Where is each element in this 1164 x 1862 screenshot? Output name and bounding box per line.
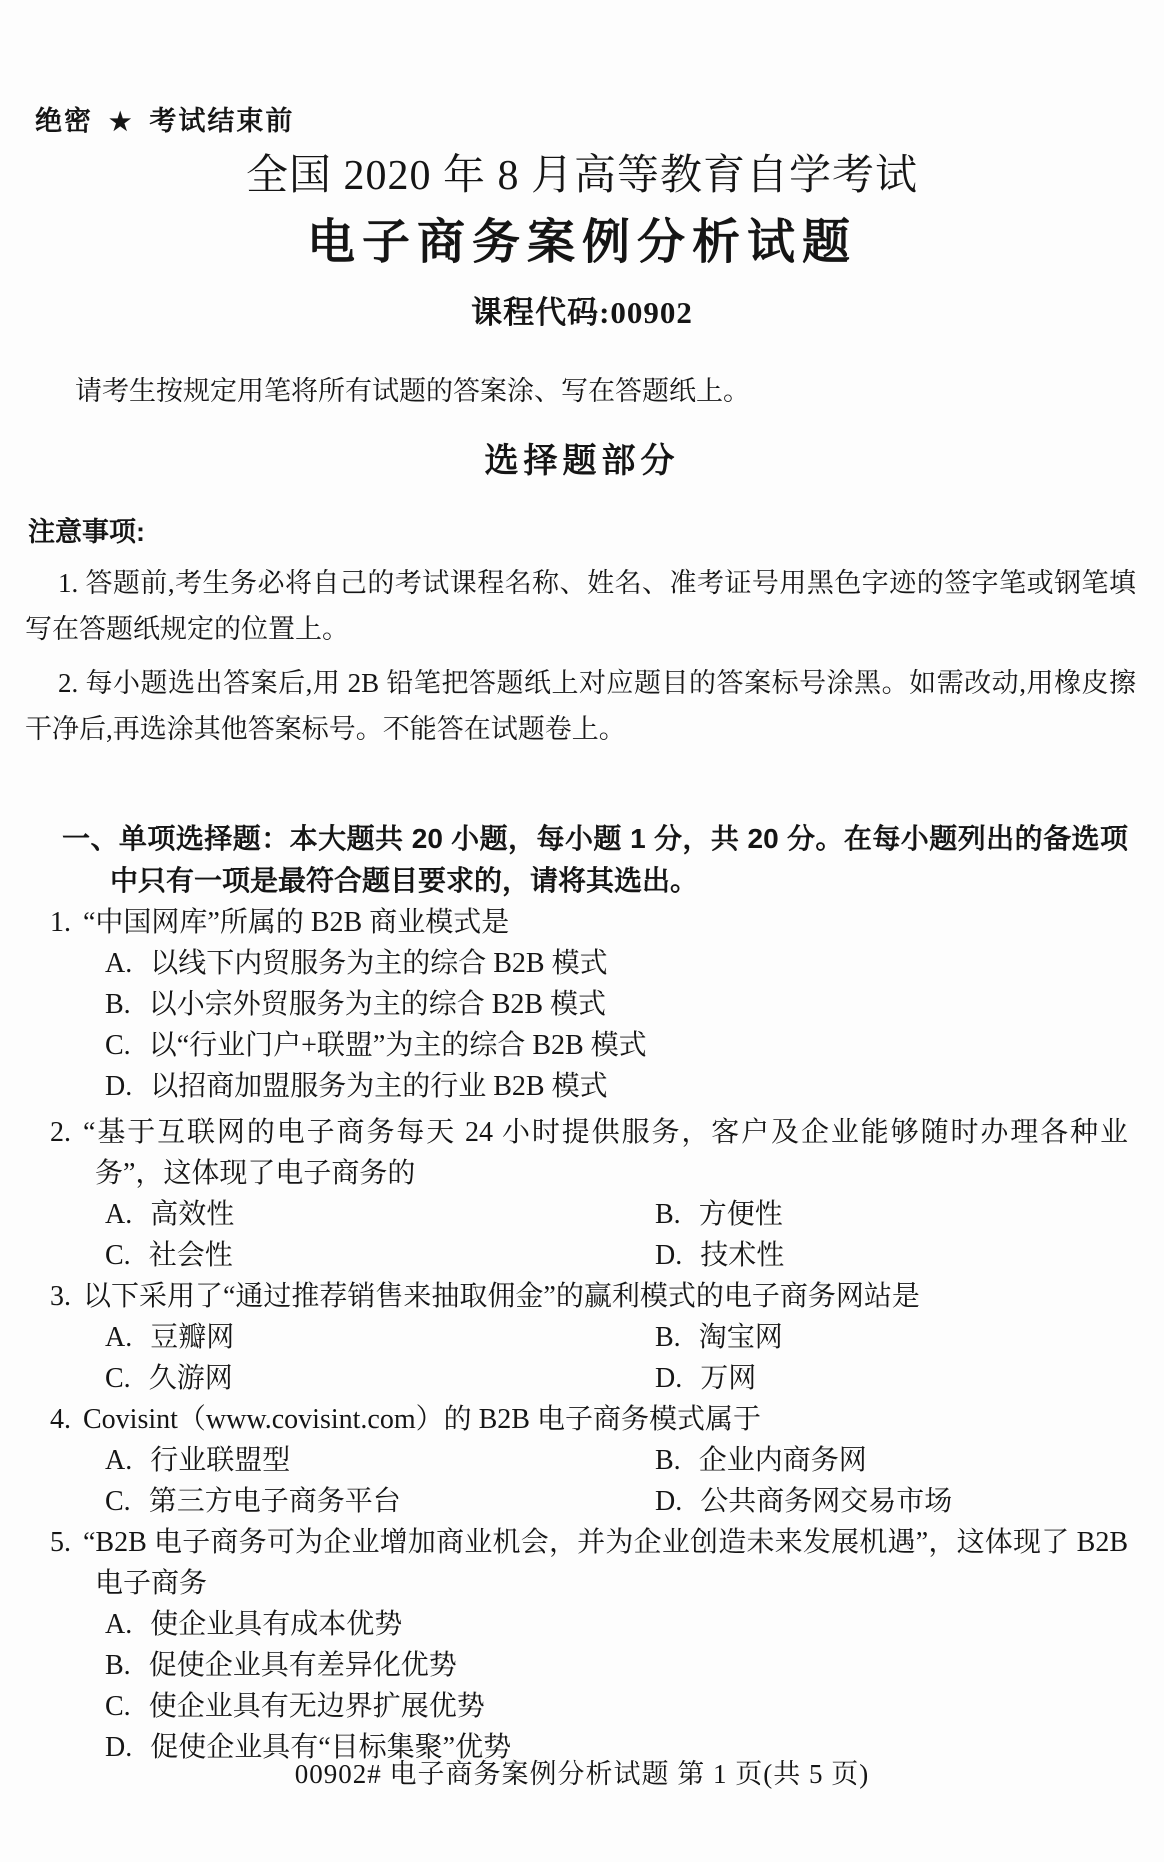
option (105, 1691, 485, 1722)
question-text: “中国网库”所属的 B2B 商业模式是 (83, 907, 510, 938)
option-row (105, 1194, 1128, 1235)
paper-title: 电子商务案例分析试题 (306, 216, 857, 269)
option-text: 以小宗外贸服务为主的综合 B2B 模式 (148, 989, 607, 1020)
questions (50, 902, 1128, 1768)
option-row (105, 1025, 1128, 1066)
option-label: B. (105, 1650, 131, 1681)
option-text: 促使企业具有“目标集聚”优势 (150, 1732, 512, 1763)
multiple-choice-part-title: 选择题部分 (484, 442, 680, 480)
question (50, 1399, 1128, 1522)
notice-title: 注意事项: (28, 517, 145, 547)
section-heading: 一、单项选择题：本大题共 20 小题，每小题 1 分，共 20 分。在每小题列出的备选项中只有一项是最符合题目要求的，请将其选出。 (62, 823, 1128, 896)
notice-item: 1. 答题前,考生务必将自己的考试课程名称、姓名、准考证号用黑色字迹的签字笔或钢笔填写在答题纸规定的位置上。 (25, 568, 1136, 644)
option-row (105, 943, 1128, 984)
option (105, 1609, 402, 1640)
exam-title: 全国 2020 年 8 月高等教育自学考试 (245, 153, 918, 199)
pen-instruction-note: 请考生按规定用笔将所有试题的答案涂、写在答题纸上。 (75, 376, 750, 406)
notice-item: 2. 每小题选出答案后,用 2B 铅笔把答题纸上对应题目的答案标号涂黑。如需改动,用橡皮擦干净后,再选涂其他答案标号。不能答在试题卷上。 (25, 668, 1136, 744)
option (105, 1071, 608, 1102)
option-text: 社会性 (148, 1240, 233, 1271)
option-label: A. (105, 1609, 133, 1640)
option-text: 第三方电子商务平台 (148, 1486, 401, 1517)
option-text: 方便性 (698, 1199, 783, 1230)
option-label: C. (105, 1030, 131, 1061)
option-row (105, 1686, 1128, 1727)
option (105, 1194, 655, 1235)
option-text: 企业内商务网 (698, 1445, 867, 1476)
option-row (105, 1604, 1128, 1645)
option-text: 以线下内贸服务为主的综合 B2B 模式 (150, 948, 608, 979)
option (105, 1440, 655, 1481)
option (105, 1235, 655, 1276)
question-number: 1. (50, 907, 71, 938)
question-number: 5. (50, 1527, 71, 1558)
option-label: A. (105, 1445, 133, 1476)
option (105, 1358, 655, 1399)
course-code: 课程代码:00902 (471, 295, 693, 330)
option-row (105, 1481, 1128, 1522)
question-text: Covisint（www.covisint.com）的 B2B 电子商务模式属于 (83, 1404, 761, 1435)
option-label: A. (105, 1322, 133, 1353)
option-label: A. (105, 948, 133, 979)
option-text: 促使企业具有差异化优势 (148, 1650, 457, 1681)
option (655, 1440, 867, 1481)
question-stem (50, 1399, 1128, 1440)
option (105, 1650, 457, 1681)
option (105, 948, 608, 979)
option-label: D. (655, 1363, 683, 1394)
question (50, 1522, 1128, 1768)
option-text: 公共商务网交易市场 (700, 1486, 953, 1517)
option (655, 1317, 783, 1358)
option (105, 989, 606, 1020)
option-text: 技术性 (700, 1240, 785, 1271)
notice-list (25, 560, 1136, 760)
option-text: 万网 (700, 1363, 757, 1394)
option-label: D. (655, 1240, 683, 1271)
option-text: 淘宝网 (698, 1322, 783, 1353)
question (50, 1276, 1128, 1399)
option-label: C. (105, 1486, 131, 1517)
secrecy-label: 绝密 (35, 106, 93, 136)
question-text: 以下采用了“通过推荐销售来抽取佣金”的赢利模式的电子商务网站是 (83, 1281, 920, 1312)
option-row (105, 1235, 1128, 1276)
option-row (105, 1066, 1128, 1107)
secrecy-note: 考试结束前 (149, 106, 295, 136)
question (50, 902, 1128, 1107)
star-icon: ★ (109, 108, 134, 136)
option-row (105, 1440, 1128, 1481)
option (655, 1481, 952, 1522)
question-text: “B2B 电子商务可为企业增加商业机会，并为企业创造未来发展机遇”，这体现了 B2B 电子商务 (83, 1527, 1128, 1599)
question-stem (50, 1112, 1128, 1194)
option-text: 行业联盟型 (150, 1445, 291, 1476)
question-number: 3. (50, 1281, 71, 1312)
option-label: C. (105, 1363, 131, 1394)
option-text: 使企业具有无边界扩展优势 (148, 1691, 485, 1722)
question-stem (50, 1522, 1128, 1604)
question-text: “基于互联网的电子商务每天 24 小时提供服务，客户及企业能够随时办理各种业务”，这体现了电子商务的 (83, 1117, 1128, 1189)
option (105, 1317, 655, 1358)
option-label: B. (105, 989, 131, 1020)
option-row (105, 1645, 1128, 1686)
option-label: C. (105, 1240, 131, 1271)
page-footer: 00902# 电子商务案例分析试题 第 1 页(共 5 页) (294, 1759, 870, 1789)
option-row (105, 984, 1128, 1025)
option (655, 1358, 756, 1399)
option-text: 使企业具有成本优势 (150, 1609, 403, 1640)
option (105, 1481, 655, 1522)
option-label: D. (655, 1486, 683, 1517)
option-label: B. (655, 1199, 681, 1230)
secrecy-line (35, 104, 294, 139)
option-label: A. (105, 1199, 133, 1230)
option-row (105, 1358, 1128, 1399)
question-stem (50, 902, 1128, 943)
option-text: 高效性 (150, 1199, 235, 1230)
question (50, 1112, 1128, 1276)
option-label: C. (105, 1691, 131, 1722)
option-text: 以招商加盟服务为主的行业 B2B 模式 (150, 1071, 608, 1102)
option-text: 久游网 (148, 1363, 233, 1394)
option-label: B. (655, 1445, 681, 1476)
option-label: D. (105, 1732, 133, 1763)
multiple-choice-section (50, 818, 1128, 1768)
option (105, 1030, 647, 1061)
option-row (105, 1317, 1128, 1358)
option-label: B. (655, 1322, 681, 1353)
option-text: 豆瓣网 (150, 1322, 235, 1353)
question-number: 4. (50, 1404, 71, 1435)
option (655, 1235, 784, 1276)
option-text: 以“行业门户+联盟”为主的综合 B2B 模式 (148, 1030, 647, 1061)
option (655, 1194, 783, 1235)
question-number: 2. (50, 1117, 71, 1148)
option-label: D. (105, 1071, 133, 1102)
question-stem (50, 1276, 1128, 1317)
